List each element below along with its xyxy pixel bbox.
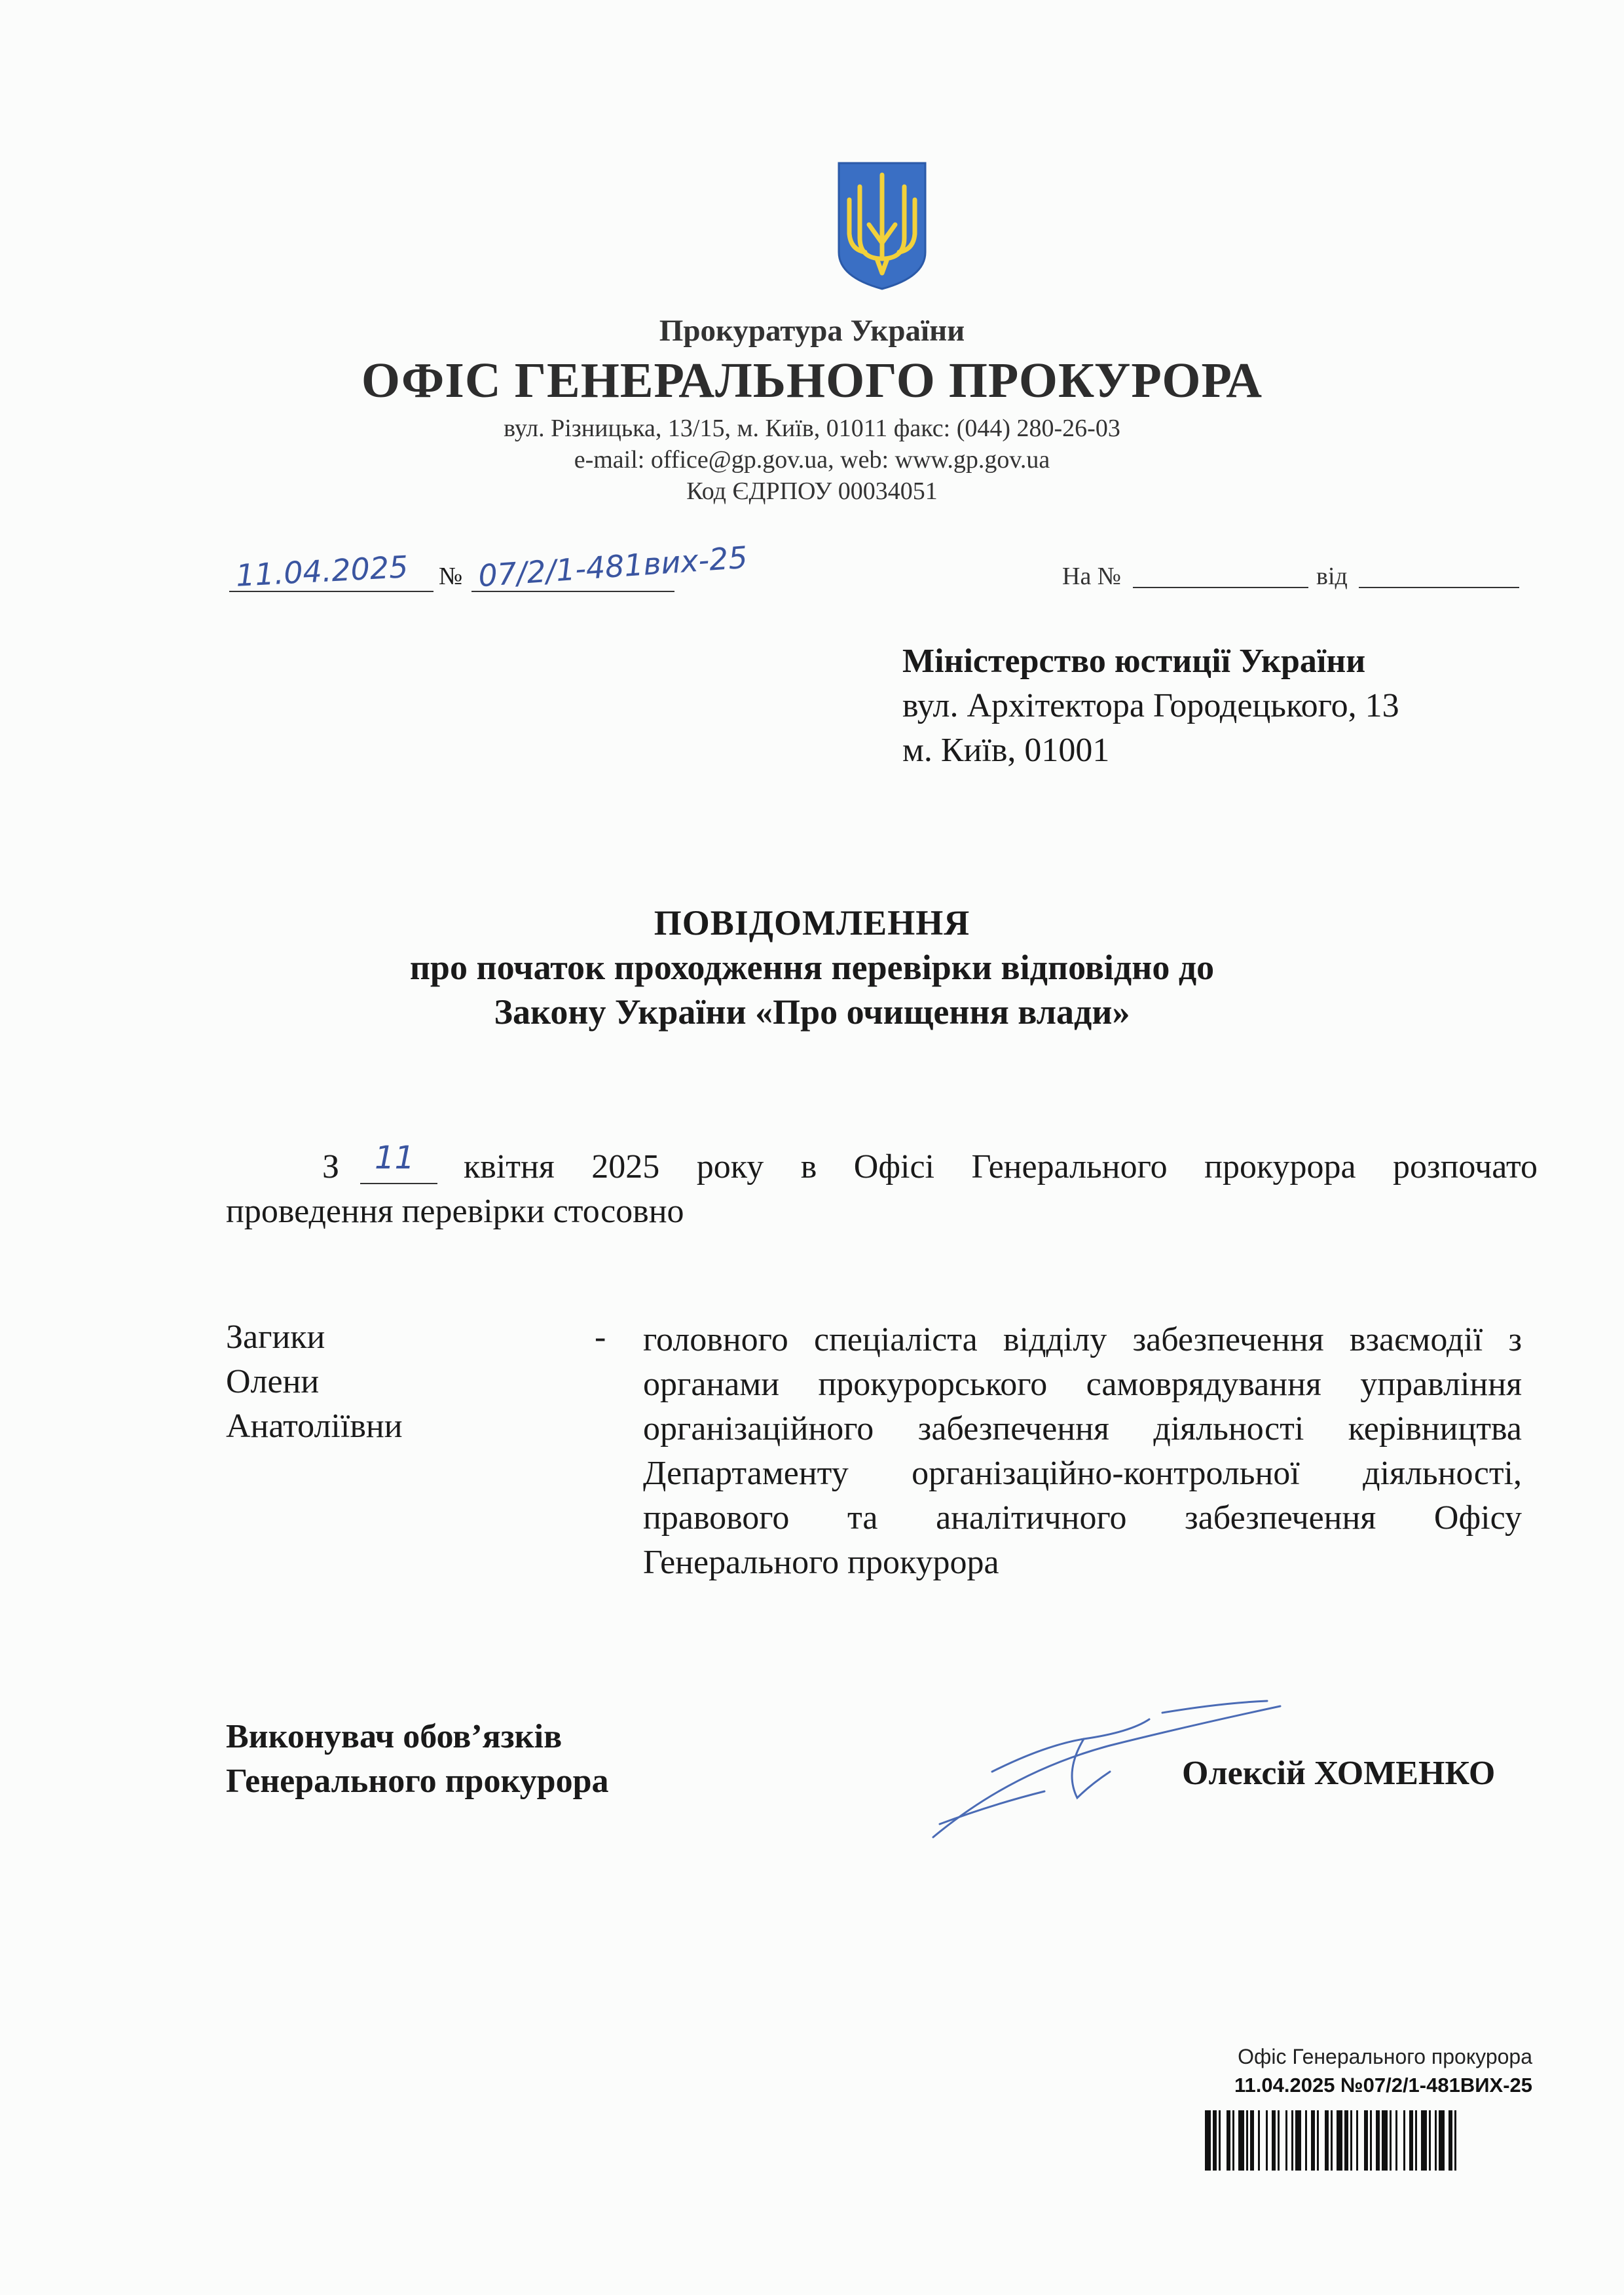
- signatory-role-line-1: Виконувач обов’язків: [226, 1718, 563, 1755]
- body-line-2: проведення перевірки стосовно: [226, 1193, 684, 1230]
- barcode: [1205, 2110, 1532, 2171]
- barcode-bar: [1454, 2110, 1456, 2171]
- body-day-handwritten: 11: [375, 1140, 415, 1176]
- barcode-bar: [1350, 2110, 1352, 2171]
- body-prefix: З: [322, 1148, 340, 1185]
- signatory-name: Олексій ХОМЕНКО: [1182, 1755, 1496, 1792]
- person-patronymic: Анатоліївни: [226, 1408, 403, 1445]
- barcode-bar: [1317, 2110, 1319, 2171]
- person-surname: Загики: [226, 1318, 325, 1356]
- barcode-bar: [1266, 2110, 1268, 2171]
- organization-name: ОФІС ГЕНЕРАЛЬНОГО ПРОКУРОРА: [361, 353, 1263, 408]
- barcode-bar: [1439, 2110, 1445, 2171]
- coat-of-arms-icon: [836, 160, 928, 291]
- barcode-bar: [1415, 2110, 1417, 2171]
- barcode-bar: [1382, 2110, 1388, 2171]
- barcode-bar: [1449, 2110, 1452, 2171]
- barcode-bar: [1295, 2110, 1301, 2171]
- barcode-bar: [1227, 2110, 1230, 2171]
- barcode-bar: [1390, 2110, 1392, 2171]
- barcode-bar: [1421, 2110, 1427, 2171]
- barcode-bar: [1305, 2110, 1307, 2171]
- registration-stamp-number: 11.04.2025 №07/2/1-481ВИХ-25: [1234, 2074, 1532, 2097]
- person-dash: -: [595, 1318, 606, 1356]
- incoming-date-label: від: [1316, 563, 1348, 590]
- document-subtitle-line-1: про початок проходження перевірки відповідно до: [409, 948, 1215, 987]
- barcode-bar: [1370, 2110, 1372, 2171]
- outgoing-date-handwritten: 11.04.2025: [234, 549, 409, 593]
- outgoing-number-underline: [471, 591, 674, 592]
- barcode-bar: [1429, 2110, 1431, 2171]
- organization-subtitle: Прокуратура України: [659, 314, 965, 348]
- registration-stamp-org: Офіс Генерального прокурора: [1238, 2045, 1532, 2068]
- outgoing-number-handwritten: 07/2/1-481вих-25: [477, 539, 749, 594]
- barcode-bar: [1278, 2110, 1280, 2171]
- barcode-bar: [1395, 2110, 1397, 2171]
- barcode-bar: [1291, 2110, 1293, 2171]
- incoming-number-label: На №: [1062, 563, 1122, 590]
- recipient-name: Міністерство юстиції України: [902, 643, 1366, 680]
- person-first-name: Олени: [226, 1363, 320, 1400]
- recipient-street: вул. Архітектора Городецького, 13: [902, 687, 1399, 724]
- barcode-bar: [1219, 2110, 1221, 2171]
- barcode-bar: [1238, 2110, 1244, 2171]
- barcode-bar: [1376, 2110, 1380, 2171]
- barcode-bar: [1435, 2110, 1437, 2171]
- outgoing-number-label: №: [439, 563, 463, 590]
- barcode-bar: [1356, 2110, 1358, 2171]
- document-subtitle-line-2: Закону України «Про очищення влади»: [494, 992, 1130, 1032]
- outgoing-date-underline: [229, 591, 434, 592]
- body-line-1: квітня 2025 року в Офісі Генерального прокурора розпочато: [464, 1148, 1538, 1185]
- barcode-bar: [1232, 2110, 1234, 2171]
- barcode-bar: [1409, 2110, 1413, 2171]
- barcode-bar: [1325, 2110, 1329, 2171]
- document-title: ПОВІДОМЛЕННЯ: [654, 903, 970, 942]
- barcode-bar: [1213, 2110, 1217, 2171]
- contact-edrpou: Код ЄДРПОУ 00034051: [686, 477, 938, 505]
- barcode-bar: [1337, 2110, 1342, 2171]
- contact-address: вул. Різницька, 13/15, м. Київ, 01011 факс: (044) 280-26-03: [504, 415, 1120, 442]
- person-position: головного спеціаліста відділу забезпечення взаємодії з органами прокурорського самоврядування управління організаційного забезпечення діяльності керівництва Департаменту організаційно-контрольної діяльності, правового та аналітичного забезпечення Офісу Генерального прокурора: [643, 1321, 1522, 1581]
- barcode-bar: [1205, 2110, 1211, 2171]
- barcode-bar: [1344, 2110, 1348, 2171]
- barcode-bar: [1285, 2110, 1287, 2171]
- barcode-bar: [1403, 2110, 1405, 2171]
- barcode-bar: [1272, 2110, 1276, 2171]
- signatory-role-line-2: Генерального прокурора: [226, 1763, 609, 1800]
- barcode-bar: [1311, 2110, 1315, 2171]
- barcode-bar: [1331, 2110, 1333, 2171]
- incoming-date-blank: [1359, 587, 1519, 588]
- barcode-bar: [1364, 2110, 1368, 2171]
- barcode-bar: [1258, 2110, 1260, 2171]
- recipient-city: м. Київ, 01001: [902, 732, 1110, 769]
- contact-email: e-mail: office@gp.gov.ua, web: www.gp.gov.ua: [574, 446, 1050, 474]
- barcode-bar: [1246, 2110, 1248, 2171]
- incoming-number-blank: [1133, 587, 1308, 588]
- body-day-underline: [360, 1183, 437, 1184]
- barcode-bar: [1250, 2110, 1254, 2171]
